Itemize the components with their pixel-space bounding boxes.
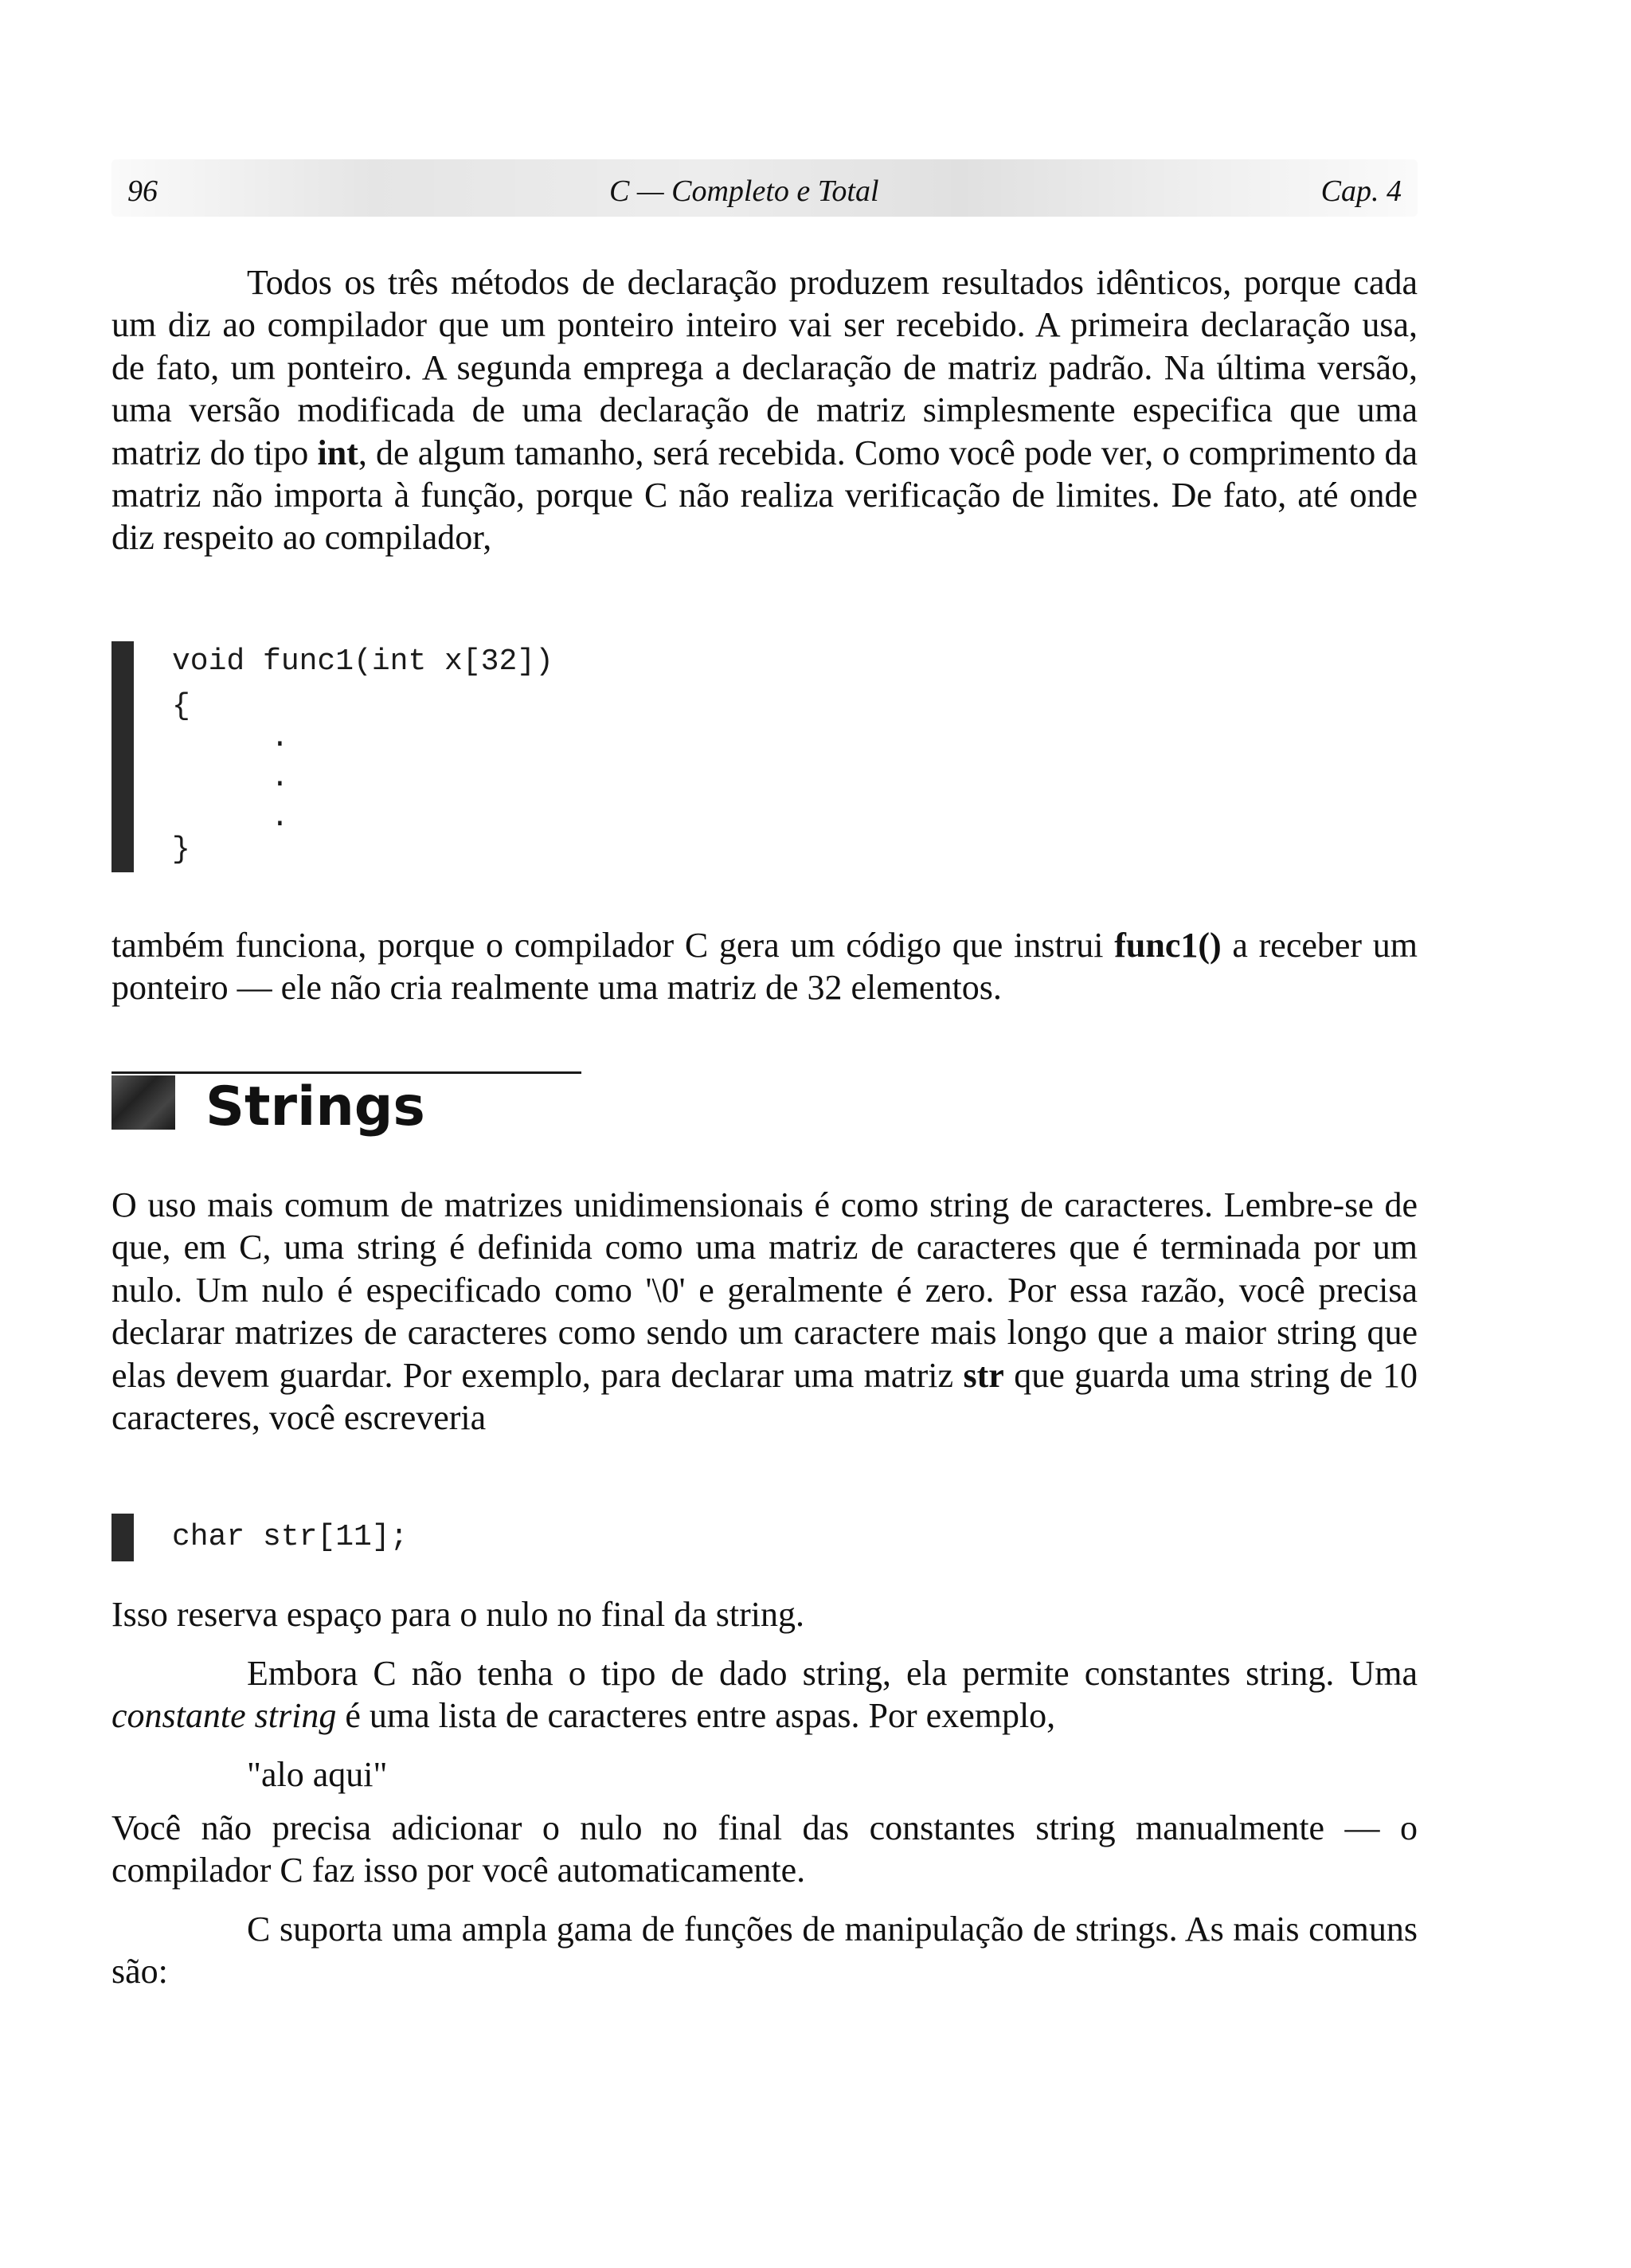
- keyword-func1: func1(): [1114, 926, 1222, 965]
- section-marker: [111, 1075, 175, 1130]
- page-number: 96: [127, 174, 158, 208]
- book-title: C — Completo e Total: [609, 174, 879, 208]
- code-ellipsis-dot: .: [271, 721, 289, 755]
- code-line: }: [172, 832, 190, 867]
- paragraph-declaration-methods: Todos os três métodos de declaração produzem resultados idênticos, porque cada um diz ao compilador que um ponteiro inteiro vai ser recebido. A primeira declaração usa, de fato, um ponteiro. A segunda emprega a declaração de matriz padrão. Na última versão, uma versão modificada de uma declaração de matriz simplesmente especifica que uma matriz do tipo int, de algum tamanho, será recebida. Como você pode ver, o comprimento da matriz não importa à função, porque C não realiza verificação de limites. De fato, até onde diz respeito ao compilador,: [111, 263, 1418, 558]
- keyword-int: int: [317, 433, 358, 472]
- paragraph-string-functions: C suporta uma ampla gama de funções de manipulação de strings. As mais comuns são:: [111, 1910, 1418, 1992]
- section-rule: [111, 1071, 581, 1074]
- code-marker-bar: [111, 1514, 134, 1561]
- keyword-str: str: [963, 1355, 1004, 1395]
- code-ellipsis-dot: .: [271, 761, 289, 795]
- code-block-func1: [111, 641, 1067, 872]
- code-line: {: [172, 689, 190, 723]
- running-header: [111, 159, 1418, 217]
- code-line: void func1(int x[32]): [172, 644, 553, 679]
- code-marker-bar: [111, 641, 134, 872]
- paragraph-null-reserve: Isso reserva espaço para o nulo no final da string.: [111, 1595, 804, 1634]
- example-string-constant: "alo aqui": [247, 1755, 388, 1794]
- term-constante-string: constante string: [111, 1696, 337, 1736]
- code-block-char-str: [111, 1514, 1067, 1561]
- code-ellipsis-dot: .: [271, 801, 289, 835]
- paragraph-null-automatic: Você não precisa adicionar o nulo no final das constantes string manualmente — o compilador C faz isso por você automaticamente.: [111, 1808, 1418, 1890]
- paragraph-func1-explanation: também funciona, porque o compilador C gera um código que instrui func1() a receber um ponteiro — ele não cria realmente uma matriz de 32 elementos.: [111, 926, 1418, 1008]
- paragraph-strings-intro: O uso mais comum de matrizes unidimensionais é como string de caracteres. Lembre-se de que, em C, uma string é definida como uma matriz de caracteres que é terminada por um nulo. Um nulo é especificado como '\0' e geralmente é zero. Por essa razão, você precisa declarar matrizes de caracteres como sendo um caractere mais longo que a maior string que elas devem guardar. Por exemplo, para declarar uma matriz str que guarda uma string de 10 caracteres, você escreveria: [111, 1185, 1418, 1438]
- paragraph-string-constants: Embora C não tenha o tipo de dado string, ela permite constantes string. Uma constante string é uma lista de caracteres entre aspas. Por exemplo,: [111, 1654, 1418, 1736]
- chapter-label: Cap. 4: [1320, 174, 1402, 208]
- section-heading: Strings: [205, 1075, 425, 1138]
- code-line: char str[11];: [172, 1520, 409, 1554]
